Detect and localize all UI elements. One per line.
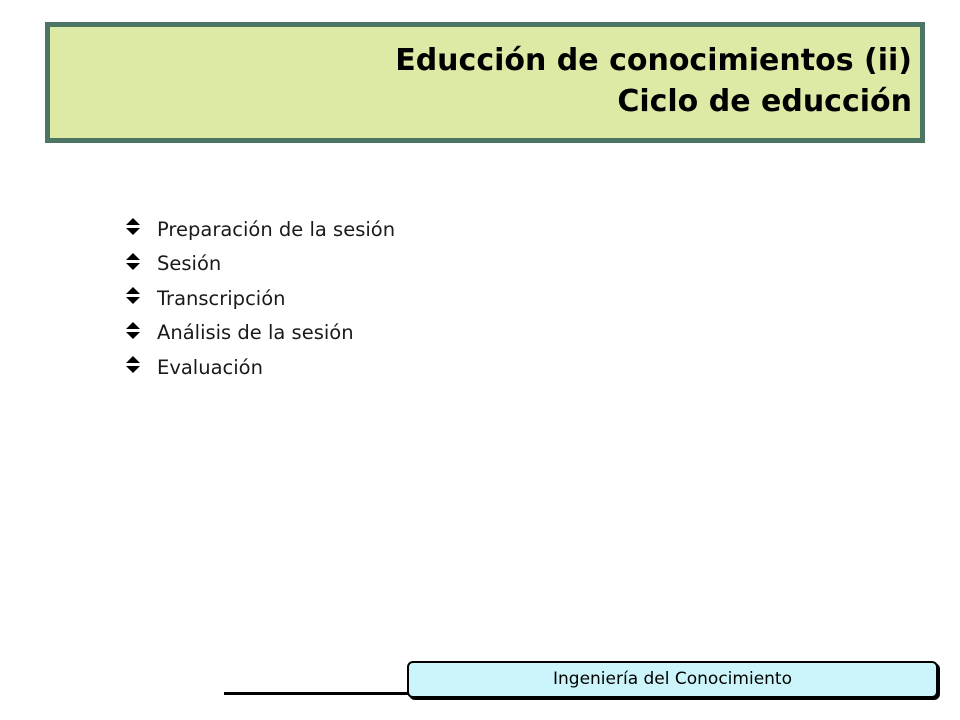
up-down-triangle-icon	[122, 251, 144, 273]
bullet-text: Evaluación	[157, 355, 263, 379]
footer-divider	[224, 692, 414, 695]
bullet-item	[122, 212, 395, 247]
bullet-text: Análisis de la sesión	[157, 321, 354, 345]
bullet-text: Transcripción	[157, 286, 286, 310]
title-box	[45, 22, 925, 143]
bullet-list	[122, 212, 395, 385]
up-down-triangle-icon	[122, 354, 144, 376]
bullet-item	[122, 281, 395, 316]
footer-course-label: Ingeniería del Conocimiento	[407, 661, 938, 698]
bullet-text: Sesión	[157, 252, 222, 276]
bullet-item	[122, 316, 395, 351]
title-line-1: Educción de conocimientos (ii)	[395, 43, 912, 78]
title-line-2: Ciclo de educción	[617, 84, 912, 119]
bullet-text: Preparación de la sesión	[157, 217, 396, 241]
up-down-triangle-icon	[122, 216, 144, 238]
bullet-item	[122, 350, 395, 385]
bullet-item	[122, 247, 395, 282]
up-down-triangle-icon	[122, 285, 144, 307]
up-down-triangle-icon	[122, 320, 144, 342]
